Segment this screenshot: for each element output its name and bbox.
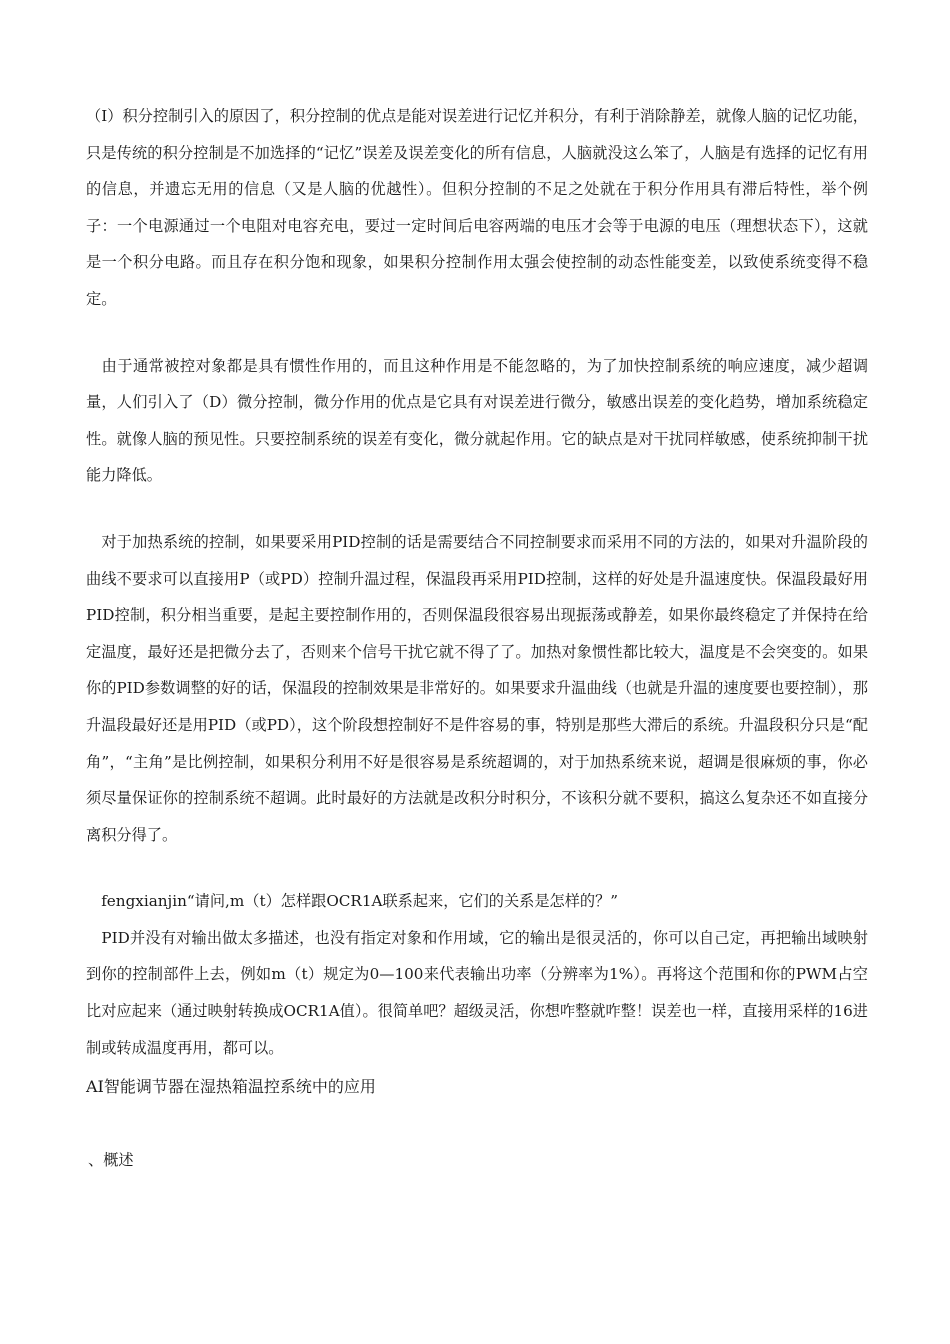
paragraph-derivative-control: 由于通常被控对象都是具有惯性作用的，而且这种作用是不能忽略的，为了加快控制系统的响应速度，减少超调量，人们引入了（D）微分控制，微分作用的优点是它具有对误差进行微分，敏感出误差的变化趋势，增加系统稳定性。就像人脑的预见性。只要控制系统的误差有变化，微分就起作用。它的缺点是对干扰同样敏感，使系统抑制干扰能力降低。 xyxy=(86,356,868,485)
article-heading: AI智能调节器在湿热箱温控系统中的应用 xyxy=(86,1077,376,1097)
paragraph-integral-control: （I）积分控制引入的原因了，积分控制的优点是能对误差进行记忆并积分，有利于消除静差，就像人脑的记忆功能，只是传统的积分控制是不加选择的“记忆”误差及误差变化的所有信息，人脑就没这么笨了，人脑是有选择的记忆有用的信息，并遗忘无用的信息（又是人脑的优越性）。但积分控制的不足之处就在于积分作用具有滞后特性，举个例子：一个电源通过一个电阻对电容充电，要过一定时间后电容两端的电压才会等于电源的电压（理想状态下），这就是一个积分电路。而且存在积分饱和现象，如果积分控制作用太强会使控制的动态性能变差，以致使系统变得不稳定。 xyxy=(86,107,868,308)
paragraph-question: fengxianjin“请问,m（t）怎样跟OCR1A联系起来，它们的关系是怎样的？” xyxy=(86,892,619,911)
paragraph-answer: PID并没有对输出做太多描述，也没有指定对象和作用域，它的输出是很灵活的，你可以自己定，再把输出域映射到你的控制部件上去，例如m（t）规定为0—100来代表输出功率（分辨率为1%）。再将这个范围和你的PWM占空比对应起来（通过映射转换成OCR1A值）。很简单吧？超级灵活，你想咋整就咋整！误差也一样，直接用采样的16进制或转成温度再用，都可以。 xyxy=(86,928,868,1057)
section-title-overview: 、概述 xyxy=(88,1151,134,1170)
paragraph-heating-system: 对于加热系统的控制，如果要采用PID控制的话是需要结合不同控制要求而采用不同的方法的，如果对升温阶段的曲线不要求可以直接用P（或PD）控制升温过程，保温段再采用PID控制，这样的好处是升温速度快。保温段最好用PID控制，积分相当重要，是起主要控制作用的，否则保温段很容易出现振荡或静差，如果你最终稳定了并保持在给定温度，最好还是把微分去了，否则来个信号干扰它就不得了了。加热对象惯性都比较大，温度是不会突变的。如果你的PID参数调整的好的话，保温段的控制效果是非常好的。如果要求升温曲线（也就是升温的速度要也要控制），那升温段最好还是用PID（或PD），这个阶段想控制好不是件容易的事，特别是那些大滞后的系统。升温段积分只是“配角”，“主角”是比例控制，如果积分利用不好是很容易是系统超调的，对于加热系统来说，超调是很麻烦的事，你必须尽量保证你的控制系统不超调。此时最好的方法就是改积分时积分，不该积分就不要积，搞这么复杂还不如直接分离积分得了。 xyxy=(86,532,868,844)
